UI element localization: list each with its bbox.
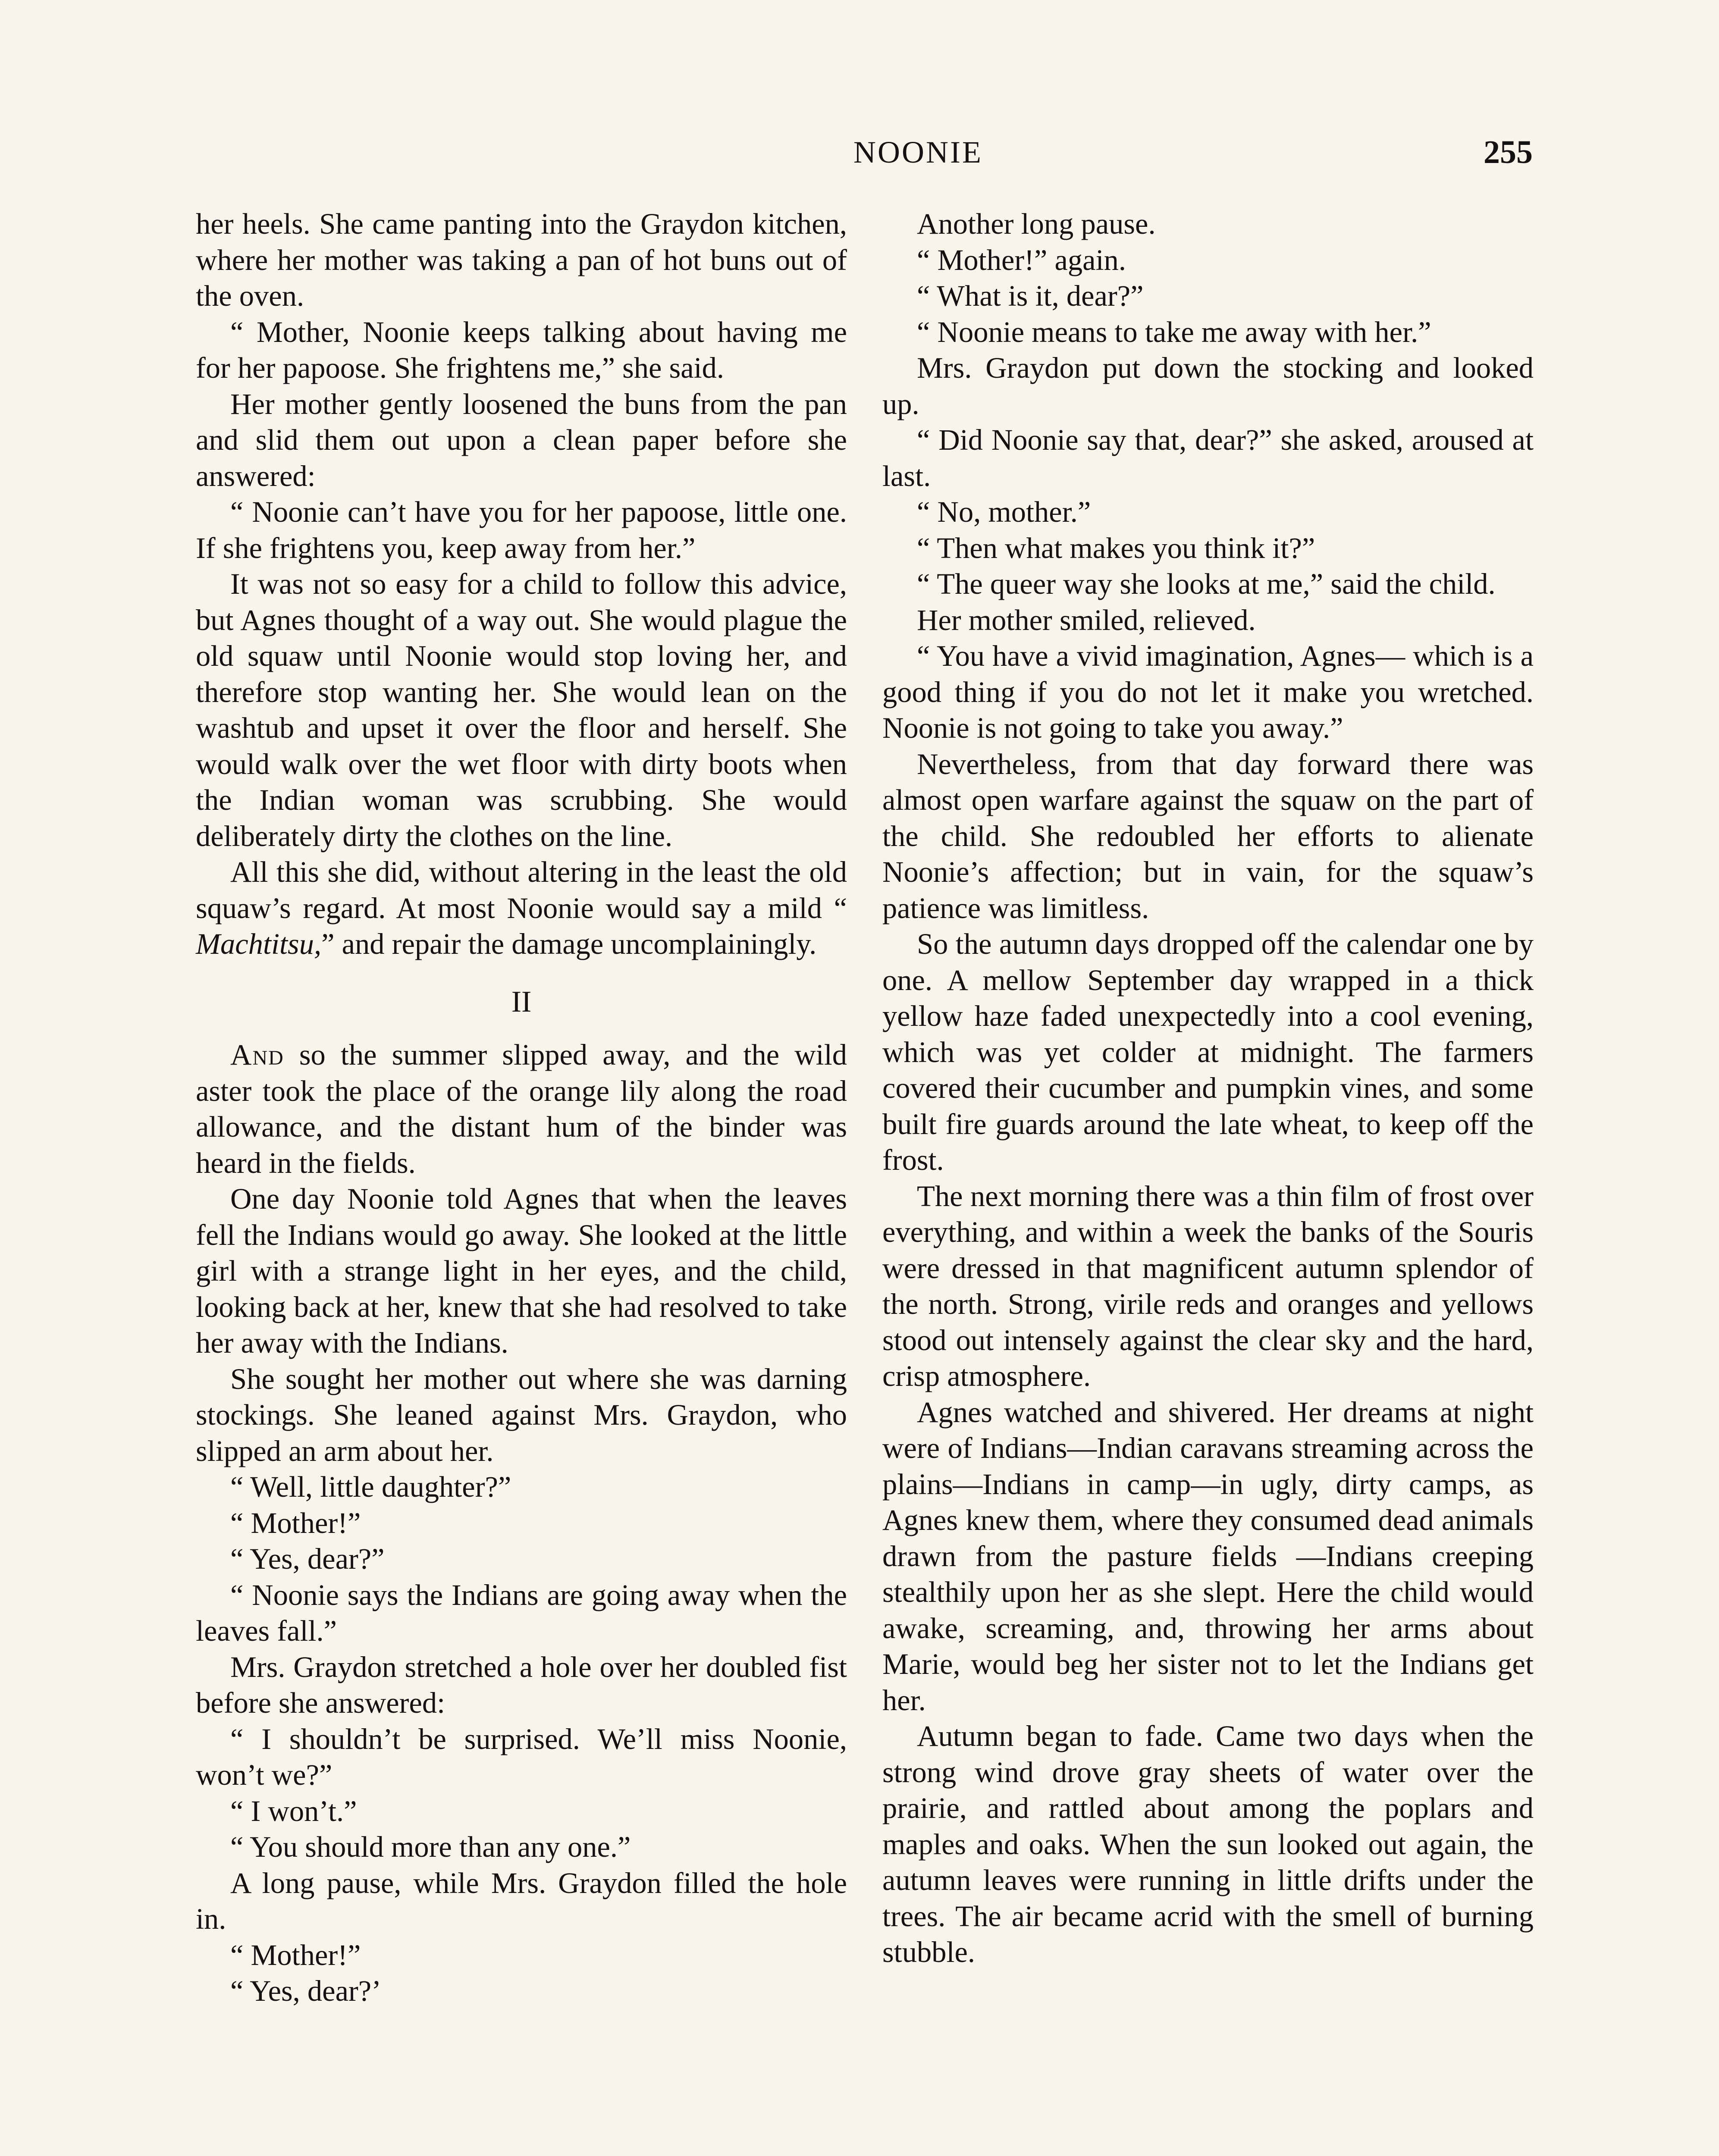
right-column [882, 206, 1534, 1971]
paragraph-text: so the summer slipped away, and the wild aster took the place of the orange lily along the road allowance, and the distant hum of the binder was heard in the fields. [196, 1038, 847, 1179]
paragraph: “ Did Noonie say that, dear?” she asked, aroused at last. [882, 423, 1534, 492]
paragraph: “ I won’t.” [230, 1794, 357, 1827]
left-column [196, 206, 847, 2009]
paragraph-text: All this she did, without altering in the least the old squaw’s regard. At most Noonie would say a mild “ [196, 856, 847, 924]
paragraph: “ Yes, dear?” [230, 1542, 385, 1575]
paragraph: It was not so easy for a child to follow this advice, but Agnes thought of a way out. She would plague the old squaw until Noonie would stop loving her, and therefore stop wanting her. She would lean on the washtub and upset it over the floor and herself. She would walk over the wet floor with dirty boots when the Indian woman was scrubbing. She would deliberately dirty the clothes on the line. [196, 567, 847, 852]
paragraph: “ Yes, dear?’ [230, 1974, 381, 2007]
paragraph: “ Mother!” [230, 1938, 361, 1971]
small-caps-lead: And [230, 1038, 284, 1071]
italic-word: Machtitsu, [196, 928, 322, 960]
paragraph [196, 1037, 847, 1181]
paragraph: “ You have a vivid imagination, Agnes— which is a good thing if you do not let it make you wretched. Noonie is not going to take you away.” [882, 639, 1534, 744]
page-number: 255 [1484, 134, 1533, 170]
paragraph: “ I shouldn’t be surprised. We’ll miss Noonie, won’t we?” [196, 1722, 847, 1791]
paragraph: Mrs. Graydon put down the stocking and looked up. [882, 351, 1534, 420]
paragraph: She sought her mother out where she was darning stockings. She leaned against Mrs. Graydon, who slipped an arm about her. [196, 1362, 847, 1467]
paragraph: Mrs. Graydon stretched a hole over her doubled fist before she answered: [196, 1650, 847, 1719]
paragraph: A long pause, while Mrs. Graydon filled the hole in. [196, 1866, 847, 1935]
paragraph: “ Noonie says the Indians are going away when the leaves fall.” [196, 1578, 847, 1647]
paragraph: her heels. She came panting into the Graydon kitchen, where her mother was taking a pan of hot buns out of the oven. [196, 207, 847, 312]
paragraph: Her mother smiled, relieved. [917, 603, 1256, 636]
paragraph: “ Noonie means to take me away with her.” [917, 315, 1431, 348]
paragraph: “ Then what makes you think it?” [917, 531, 1315, 564]
paragraph: Another long pause. [917, 207, 1156, 240]
section-number: II [511, 985, 532, 1018]
paragraph: “ You should more than any one.” [230, 1830, 631, 1863]
paragraph: “ Mother, Noonie keeps talking about having me for her papoose. She frightens me,” she said. [196, 315, 847, 384]
paragraph: Nevertheless, from that day forward there was almost open warfare against the squaw on the part of the child. She redoubled her efforts to alienate Noonie’s affection; but in vain, for the squaw’s patience was limitless. [882, 747, 1534, 924]
running-title: NOONIE [853, 135, 983, 169]
paragraph: “ Mother!” [230, 1506, 361, 1539]
paragraph: “ Noonie can’t have you for her papoose, little one. If she frightens you, keep away from her.” [196, 495, 847, 564]
paragraph: “ Mother!” again. [917, 243, 1126, 276]
paragraph: “ The queer way she looks at me,” said the child. [917, 567, 1496, 600]
paragraph-text: ” and repair the damage uncomplainingly. [321, 928, 817, 960]
page-header [196, 133, 1533, 172]
paragraph: “ Well, little daughter?” [230, 1470, 511, 1503]
paragraph: Autumn began to fade. Came two days when the strong wind drove gray sheets of water over the prairie, and rattled about among the poplars and maples and oaks. When the sun looked out again, the autumn leaves were running in little drifts under the trees. The air became acrid with the smell of burning stubble. [882, 1720, 1534, 1968]
paragraph: “ No, mother.” [917, 495, 1091, 528]
paragraph [196, 854, 847, 962]
paragraph: The next morning there was a thin film of frost over everything, and within a week the banks of the Souris were dressed in that magnificent autumn splendor of the north. Strong, virile reds and oranges and yellows stood out intensely against the clear sky and the hard, crisp atmosphere. [882, 1179, 1534, 1392]
paragraph: “ What is it, dear?” [917, 279, 1144, 312]
paragraph: One day Noonie told Agnes that when the leaves fell the Indians would go away. She looked at the little girl with a strange light in her eyes, and the child, looking back at her, knew that she had resolved to take her away with the Indians. [196, 1182, 847, 1359]
paragraph: Her mother gently loosened the buns from the pan and slid them out upon a clean paper before she answered: [196, 387, 847, 492]
paragraph: Agnes watched and shivered. Her dreams at night were of Indians—Indian caravans streaming across the plains—Indians in camp—in ugly, dirty camps, as Agnes knew them, where they consumed dead animals drawn from the pasture fields —Indians creeping stealthily upon her as she slept. Here the child would awake, screaming, and, throwing her arms about Marie, would beg her sister not to let the Indians get her. [882, 1395, 1534, 1717]
paragraph: So the autumn days dropped off the calendar one by one. A mellow September day wrapped in a thick yellow haze faded unexpectedly into a cool evening, which was yet colder at midnight. The farmers covered their cucumber and pumpkin vines, and some built fire guards around the late wheat, to keep off the frost. [882, 928, 1534, 1176]
